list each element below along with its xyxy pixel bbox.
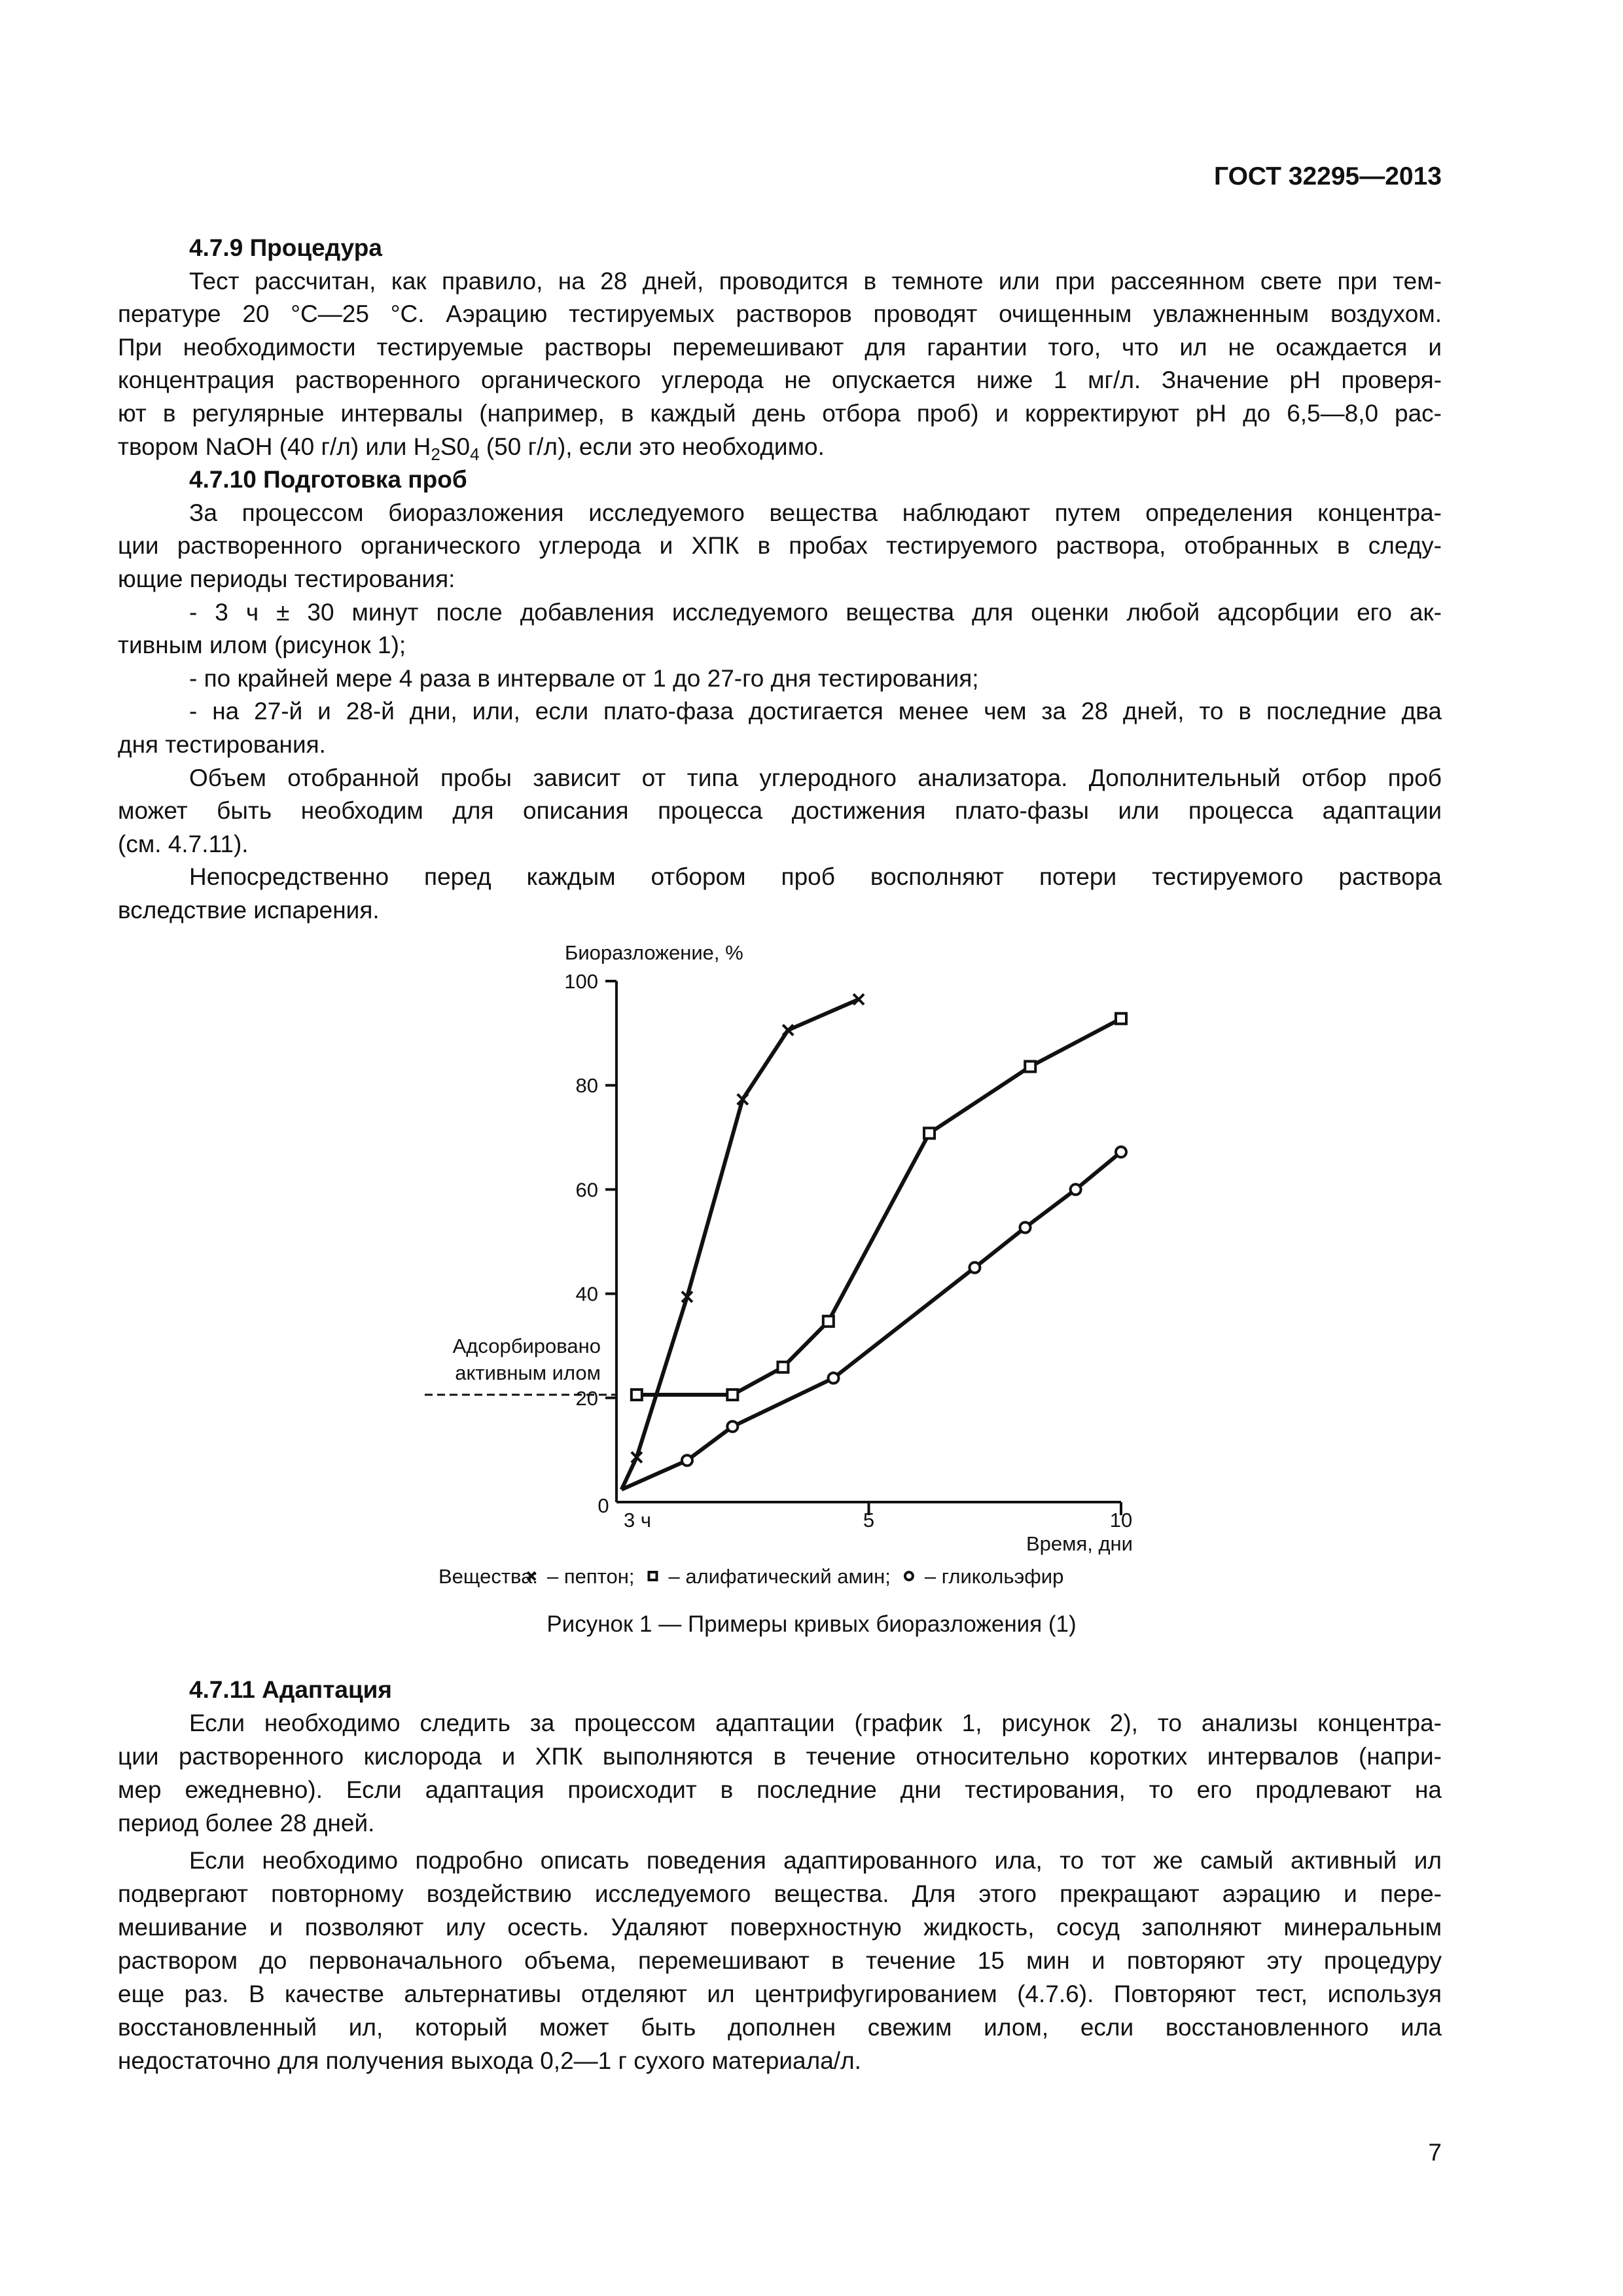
text-line: недостаточно для получения выхода 0,2—1 г сухого материала/л. [118,2047,861,2074]
figure-caption: Рисунок 1 — Примеры кривых биоразложения (1) [546,1611,1077,1637]
y-tick-label: 100 [564,970,598,993]
section-heading: 4.7.9 Процедура [189,234,382,261]
text-line: При необходимости тестируемые растворы перемешивают для гарантии того, что ил не осаждается и [118,333,1442,361]
text-line: раствором до первоначального объема, перемешивают в течение 15 мин и повторяют эту процедуру [118,1947,1442,1974]
data-point-circle [727,1422,738,1432]
legend-item-amine: – алифатический амин; [668,1565,891,1588]
text: S0 [440,433,471,460]
text-line: пературе 20 °С—25 °С. Аэрацию тестируемых растворов проводят очищенным увлажненным воздухом. [118,300,1442,328]
text-line: Непосредственно перед каждым отбором проб восполняют потери тестируемого раствора [189,863,1442,891]
x-tick-label: 10 [1109,1509,1133,1532]
data-point-circle [1020,1223,1031,1233]
y-axis-label: Биоразложение, % [565,941,743,964]
data-point-square [1025,1062,1035,1072]
subscript: 4 [470,444,480,464]
y-tick-label: 20 [575,1386,598,1410]
x-axis-label: Время, дни [1026,1532,1133,1555]
origin-label: 0 [597,1494,609,1517]
data-point-circle [969,1263,980,1273]
section-heading: 4.7.11 Адаптация [189,1676,393,1703]
text-line: Если необходимо подробно описать поведения адаптированного ила, то тот же самый активный ил [189,1847,1442,1874]
data-point-square [632,1390,642,1400]
x-tick-label: 5 [863,1509,875,1532]
data-point-circle [829,1373,839,1384]
x-tick-label: 3 ч [623,1509,652,1532]
text-line: подвергают повторному воздействию исследуемого вещества. Для этого прекращают аэрацию и пере- [118,1880,1442,1907]
text-line: период более 28 дней. [118,1810,375,1837]
document-header: ГОСТ 32295—2013 [1214,162,1442,190]
legend [438,1565,1063,1588]
bullet-line: - по крайней мере 4 раза в интервале от 1 до 27-го дня тестирования; [189,664,979,692]
annotation-line-1: Адсорбировано [452,1335,601,1357]
subscript: 2 [431,444,440,464]
text-line: ции растворенного органического углерода и ХПК в пробах тестируемого раствора, отобранных в следу- [118,532,1442,560]
y-tick-label: 80 [575,1074,598,1098]
legend-marker-square [649,1572,657,1580]
text-line: вследствие испарения. [118,896,380,924]
series-line-circle [622,1152,1121,1490]
data-point-circle [1071,1184,1081,1194]
data-point-circle [682,1455,692,1465]
data-point-circle [1116,1147,1126,1157]
legend-item-peptone: – пептон; [547,1565,635,1588]
text-line: еще раз. В качестве альтернативы отделяют ил центрифугированием (4.7.6). Повторяют тест, используя [118,1981,1442,2007]
text-line: концентрация растворенного органического углерода не опускается ниже 1 мг/л. Значение pH проверя- [118,367,1442,394]
text-line: может быть необходим для описания процесса достижения плато-фазы или процесса адаптации [118,797,1442,825]
text-line: мешивание и позволяют илу осесть. Удаляют поверхностную жидкость, сосуд заполняют минеральным [118,1914,1442,1941]
text-line: ции растворенного кислорода и ХПК выполняются в течение относительно коротких интервалов (напри- [118,1743,1442,1770]
legend-prefix: Вещества: [438,1565,538,1588]
text-line: Если необходимо следить за процессом адаптации (график 1, рисунок 2), то анализы концентра- [189,1710,1442,1736]
legend-item-glycolether: – гликольэфир [924,1565,1064,1588]
data-point-square [777,1362,788,1372]
text: (50 г/л), если это необходимо. [479,433,825,460]
section-heading: 4.7.10 Подготовка проб [189,466,467,493]
data-point-square [1116,1013,1126,1024]
text-line: За процессом биоразложения исследуемого вещества наблюдают путем определения концентра- [189,499,1442,526]
section-4-7-11 [118,1673,1442,2077]
data-point-square [823,1316,834,1327]
bullet-line: тивным илом (рисунок 1); [118,632,406,659]
data-point-square [727,1390,738,1400]
text-line: (см. 4.7.11). [118,830,249,857]
series-line-square [637,1018,1121,1395]
text-line: восстановленный ил, который может быть дополнен свежим илом, если восстановленного ила [118,2014,1442,2041]
text-line: Тест рассчитан, как правило, на 28 дней, проводится в темноте или при рассеянном свете при тем- [189,267,1442,295]
page-number: 7 [1428,2139,1442,2166]
annotation-line-2: активным илом [455,1361,601,1384]
bullet-line: - 3 ч ± 30 минут после добавления исследуемого вещества для оценки любой адсорбции его ак- [189,598,1442,626]
bullet-line: - на 27-й и 28-й дни, или, если плато-фаза достигается менее чем за 28 дней, то в последние два [189,698,1442,725]
text-line: Объем отобранной пробы зависит от типа углеродного анализатора. Дополнительный отбор проб [189,764,1442,791]
text: твором NaOH (40 г/л) или H [118,433,431,460]
bullet-line: дня тестирования. [118,730,326,758]
legend-marker-circle [905,1572,913,1580]
series-line-x [622,999,859,1490]
y-tick-label: 60 [575,1178,598,1202]
axes [425,970,1132,1532]
data-point-square [924,1128,935,1138]
text-line: ющие периоды тестирования: [118,565,455,592]
y-tick-label: 40 [575,1282,598,1306]
text-line: ют в регулярные интервалы (например, в каждый день отбора проб) и корректируют pH до 6,5—8,0 рас- [118,399,1442,427]
text-line: мер ежедневно). Если адаптация происходит в последние дни тестирования, то его продлевают на [118,1776,1442,1803]
